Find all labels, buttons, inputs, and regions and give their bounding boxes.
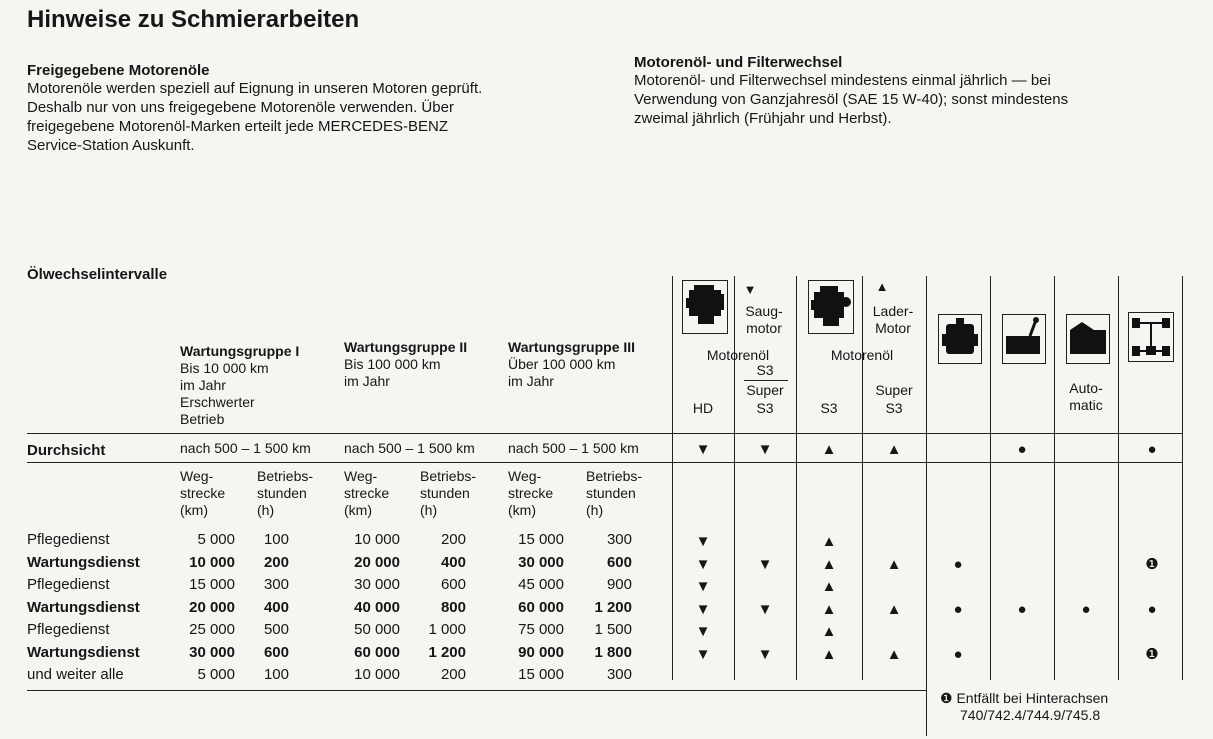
subhead-line: (h) [257,502,275,518]
hours-value: 600 [606,553,632,571]
transmission-icon [938,314,982,364]
hours-value: 900 [606,576,632,593]
distance-value: 25 000 [189,621,235,638]
saugmotor-label [738,303,790,337]
hd-label: HD [692,400,714,416]
hours-subhead-3 [586,468,642,519]
dot-symbol: ● [953,645,963,663]
hours-value: 200 [440,666,466,683]
distance-value: 60 000 [354,643,400,661]
grid-line [1182,276,1183,680]
distance-value: 20 000 [189,598,235,616]
down-triangle-symbol: ▼ [695,441,711,458]
filter-section [634,54,1194,128]
freigegebene-line: freigegebene Motorenöl-Marken erteilt jede MERCEDES-BENZ [27,118,449,135]
row-label: Pflegedienst [27,531,110,548]
hours-value: 1 000 [428,621,466,638]
grid-line [734,276,735,680]
dot-symbol: ● [953,600,963,618]
filter-line: Verwendung von Ganzjahresöl (SAE 15 W-40); sonst mindestens [634,91,1069,108]
subhead-line: (km) [344,502,372,518]
group-line: im Jahr [180,377,226,393]
page-title: Hinweise zu Schmierarbeiten [27,6,360,33]
up-triangle-symbol: ▲ [821,555,837,573]
hours-value: 1 800 [594,643,632,661]
intervals-heading: Ölwechselintervalle [27,266,168,283]
group-title: Wartungsgruppe I [180,343,300,359]
subhead-line: (h) [586,502,604,518]
filter-line: zweimal jährlich (Frühjahr und Herbst). [634,110,892,127]
distance-value: 10 000 [354,531,400,548]
hours-value: 1 200 [594,598,632,616]
footnote-line-1 [940,690,1108,707]
durchsicht-value-1: nach 500 – 1 500 km [180,440,311,456]
dot-symbol: ● [1147,600,1157,618]
down-triangle-symbol: ▼ [757,441,773,458]
dot-symbol: ● [1017,441,1027,458]
manual-gearbox-icon [1002,314,1046,364]
freigegebene-line: Motorenöle werden speziell auf Eignung in unseren Motoren geprüft. [27,80,483,97]
freigegebene-line: Service-Station Auskunft. [27,137,195,154]
filter-heading: Motorenöl- und Filterwechsel [634,54,843,71]
down-triangle-symbol: ▼ [757,555,773,573]
saugmotor-symbol: ▼ [743,282,757,297]
automatic-label [1054,380,1118,414]
header-line: motor [746,320,782,336]
automatic-gearbox-icon [1066,314,1110,364]
engine-icon [682,280,728,334]
header-line: Saug- [745,303,783,319]
footnote-text: Entfällt bei Hinterachsen [956,690,1109,706]
up-triangle-symbol: ▲ [886,600,902,618]
hours-value: 300 [263,576,289,593]
distance-subhead-1 [180,468,225,519]
row-label: Wartungsdienst [27,643,140,661]
distance-value: 15 000 [518,531,564,548]
hours-value: 400 [440,553,466,571]
s3-label-b: S3 [820,400,838,416]
group-title: Wartungsgruppe III [508,339,636,355]
distance-value: 45 000 [518,576,564,593]
up-triangle-symbol: ▲ [821,533,837,550]
hours-value: 100 [263,531,289,548]
engine-turbo-icon [808,280,854,334]
freigegebene-heading: Freigegebene Motorenöle [27,62,210,79]
grid-line [1118,276,1119,680]
durchsicht-label: Durchsicht [27,442,106,459]
hours-value: 200 [440,531,466,548]
table-rule-durchsicht [27,462,1182,463]
group-line: Bis 10 000 km [180,360,269,376]
ladermotor-label [862,303,924,337]
table-rule-bottom [27,690,927,691]
subhead-line: Weg- [508,468,542,484]
up-triangle-symbol: ▲ [886,441,902,458]
super-label-a: Super [746,382,784,398]
group-line: Über 100 000 km [508,356,616,372]
freigegebene-section [27,62,607,155]
row-label: Wartungsdienst [27,553,140,571]
subhead-line: Betriebs- [420,468,477,484]
grid-line [796,276,797,680]
hours-value: 100 [263,666,289,683]
group-line: im Jahr [508,373,554,389]
group-3-header [508,339,635,390]
subhead-line: Weg- [180,468,214,484]
hours-value: 600 [263,643,289,661]
hours-value: 1 200 [428,643,466,661]
grid-line [990,276,991,680]
down-triangle-symbol: ▼ [695,645,711,663]
header-line: Auto- [1069,380,1103,396]
motorenoel-label-1: Motorenöl [706,347,770,363]
distance-value: 10 000 [189,553,235,571]
footnote-line-2: 740/742.4/744.9/745.8 [960,707,1101,723]
subhead-line: Betriebs- [257,468,314,484]
grid-line [926,276,927,736]
distance-value: 5 000 [197,666,235,683]
hours-subhead-2 [420,468,476,519]
hours-value: 800 [440,598,466,616]
subhead-line: (km) [180,502,208,518]
freigegebene-line: Deshalb nur von uns freigegebene Motorenöle verwenden. Über [27,99,454,116]
up-triangle-symbol: ▲ [886,645,902,663]
header-line: Lader- [872,303,914,319]
ladermotor-symbol: ▲ [875,279,889,294]
group-line: Betrieb [180,411,225,427]
header-line: matic [1069,397,1103,413]
down-triangle-symbol: ▼ [695,600,711,618]
subhead-line: (h) [420,502,438,518]
subhead-line: stunden [257,485,307,501]
dot-1-symbol: ❶ [1145,555,1159,573]
hours-value: 300 [606,666,632,683]
hours-value: 500 [263,621,289,638]
hours-value: 300 [606,531,632,548]
group-line: Erschwerter [180,394,255,410]
down-triangle-symbol: ▼ [695,555,711,573]
distance-value: 10 000 [354,666,400,683]
up-triangle-symbol: ▲ [821,578,837,595]
distance-value: 5 000 [197,531,235,548]
s3-fraction-bar [744,380,788,381]
distance-value: 50 000 [354,621,400,638]
distance-value: 30 000 [518,553,564,571]
super-label-b: Super [875,382,913,398]
up-triangle-symbol: ▲ [821,441,837,458]
s3-label-a: S3 [756,400,774,416]
distance-value: 15 000 [518,666,564,683]
down-triangle-symbol: ▼ [695,533,711,550]
distance-value: 90 000 [518,643,564,661]
dot-symbol: ● [1147,441,1157,458]
distance-subhead-3 [508,468,553,519]
s3-label-c: S3 [885,400,903,416]
filter-text [634,71,1194,128]
subhead-line: Weg- [344,468,378,484]
group-line: im Jahr [344,373,390,389]
hours-value: 600 [440,576,466,593]
down-triangle-symbol: ▼ [757,600,773,618]
up-triangle-symbol: ▲ [886,555,902,573]
s3-over-super [734,362,796,379]
subhead-line: (km) [508,502,536,518]
distance-value: 60 000 [518,598,564,616]
row-label: und weiter alle [27,666,124,683]
up-triangle-symbol: ▲ [821,645,837,663]
durchsicht-value-3: nach 500 – 1 500 km [508,440,639,456]
motorenoel-label-2: Motorenöl [830,347,894,363]
hours-value: 1 500 [594,621,632,638]
dot-symbol: ● [953,555,963,573]
hours-value: 400 [263,598,289,616]
subhead-line: strecke [180,485,226,501]
subhead-line: strecke [508,485,554,501]
subhead-line: Betriebs- [586,468,643,484]
distance-value: 40 000 [354,598,400,616]
down-triangle-symbol: ▼ [695,623,711,640]
distance-subhead-2 [344,468,389,519]
dot-symbol: ● [1081,600,1091,618]
distance-value: 30 000 [354,576,400,593]
header-line: S3 [756,362,774,378]
down-triangle-symbol: ▼ [695,578,711,595]
row-label: Pflegedienst [27,576,110,593]
dot-1-symbol: ❶ [1145,645,1159,663]
hours-subhead-1 [257,468,313,519]
group-title: Wartungsgruppe II [344,339,468,355]
group-line: Bis 100 000 km [344,356,441,372]
up-triangle-symbol: ▲ [821,600,837,618]
table-rule-top [27,433,1182,434]
distance-value: 30 000 [189,643,235,661]
footnote-marker: ❶ [940,690,953,706]
group-1-header [180,343,299,428]
subhead-line: stunden [586,485,636,501]
freigegebene-text [27,79,607,155]
row-label: Wartungsdienst [27,598,140,616]
group-2-header [344,339,467,390]
down-triangle-symbol: ▼ [757,645,773,663]
up-triangle-symbol: ▲ [821,623,837,640]
grid-line [1054,276,1055,680]
footnote [940,690,1108,724]
chassis-axle-icon [1128,312,1174,362]
hours-value: 200 [263,553,289,571]
dot-symbol: ● [1017,600,1027,618]
header-line: Motor [875,320,911,336]
subhead-line: stunden [420,485,470,501]
distance-value: 15 000 [189,576,235,593]
row-label: Pflegedienst [27,621,110,638]
grid-line [672,276,673,680]
durchsicht-value-2: nach 500 – 1 500 km [344,440,475,456]
distance-value: 75 000 [518,621,564,638]
subhead-line: strecke [344,485,390,501]
distance-value: 20 000 [354,553,400,571]
filter-line: Motorenöl- und Filterwechsel mindestens einmal jährlich — bei [634,72,1051,89]
